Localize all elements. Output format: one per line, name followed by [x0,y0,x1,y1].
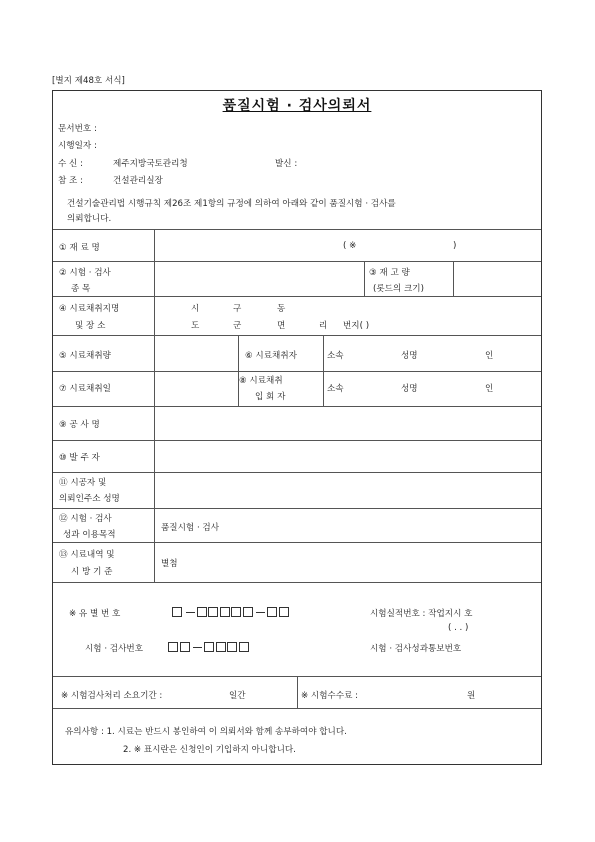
sampler-affil: 소속 [327,351,344,361]
serial-number-boxes [172,607,290,619]
site-line2-b: 군 [233,321,242,331]
test-type-label-b: 종 목 [71,284,91,294]
client-label: ⑩ 발 주 자 [59,453,100,463]
test-type-label-a: ② 시험 · 검사 [59,268,111,278]
site-line2-c: 면 [277,321,286,331]
test-fee-label: ※ 시험수수료 : [301,691,359,701]
site-line1-a: 시 [191,304,200,314]
site-line1-b: 구 [233,304,242,314]
note-1: 유의사항 : 1. 시료는 반드시 봉인하여 이 의뢰서와 함께 송부하여야 합니다. [65,727,347,737]
form-frame [52,90,542,765]
date-label: 시행일자 : [58,141,97,151]
witness-seal: 인 [485,384,494,394]
material-name-paren-close: ) [453,241,457,251]
note-2: 2. ※ 표시란은 신청인이 기입하지 아니합니다. [123,745,296,755]
intro-line-2: 의뢰합니다. [67,214,112,224]
test-number-boxes [168,642,250,654]
sampler-label: ⑥ 시료채취자 [245,351,297,361]
witness-label-a: ⑧ 시료채취 [239,376,283,386]
record-number-label: 시험실적번호 : 작업지시 호 [370,609,473,619]
test-fee-unit: 원 [467,691,476,701]
witness-affil: 소속 [327,384,344,394]
spec-label-a: ⑬ 시료내역 및 [59,550,115,560]
spec-label-b: 시 방 기 준 [71,567,113,577]
recipient-value: 제주지방국토관리청 [113,159,188,169]
site-line2-e: 번지( ) [343,321,370,331]
report-number-label: 시험 · 검사성과통보번호 [370,644,462,654]
contractor-label-b: 의뢰인주소 성명 [59,494,120,504]
site-line2-d: 리 [319,321,328,331]
stock-label-a: ③ 재 고 량 [369,268,410,278]
processing-period-unit: 일간 [229,691,246,701]
processing-period-label: ※ 시험검사처리 소요기간 : [61,691,163,701]
sampling-site-label-b: 및 장 소 [75,321,106,331]
material-name-label: ① 재 료 명 [59,243,100,253]
reference-label: 참 조 : [58,176,83,186]
test-number-label: 시험 · 검사번호 [85,644,144,654]
contractor-label-a: ⑪ 시공자 및 [59,478,107,488]
sample-amount-label: ⑤ 시료채취량 [59,351,111,361]
site-line1-c: 동 [277,304,286,314]
doc-number-label: 문서번호 : [58,124,97,134]
page-title: 품질시험 · 검사의뢰서 [222,98,372,114]
serial-number-label: ※ 유 별 번 호 [69,609,121,619]
sampler-name: 성명 [401,351,418,361]
spec-value: 별첨 [161,559,178,569]
purpose-value: 품질시험 · 검사 [161,523,220,533]
project-name-label: ⑨ 공 사 명 [59,420,100,430]
site-line2-a: 도 [191,321,200,331]
reference-value: 건설관리실장 [113,176,163,186]
record-number-paren: ( . . ) [448,623,469,633]
purpose-label-b: 성과 이용목적 [63,530,116,540]
material-name-paren-open: ( ※ [343,241,357,251]
stock-label-b: (롯드의 크기) [373,284,424,294]
sender-label: 발신 : [275,159,298,169]
purpose-label-a: ⑫ 시험 · 검사 [59,514,112,524]
sampling-site-label-a: ④ 시료채취지명 [59,304,120,314]
sampling-date-label: ⑦ 시료채취일 [59,384,111,394]
witness-label-b: 입 회 자 [255,392,286,402]
witness-name: 성명 [401,384,418,394]
form-code: [별지 제48호 서식] [52,76,125,86]
intro-line-1: 건설기술관리법 시행규칙 제26조 제1항의 규정에 의하여 아래와 같이 품질시험 · 검사를 [67,199,396,209]
sampler-seal: 인 [485,351,494,361]
recipient-label: 수 신 : [58,159,83,169]
